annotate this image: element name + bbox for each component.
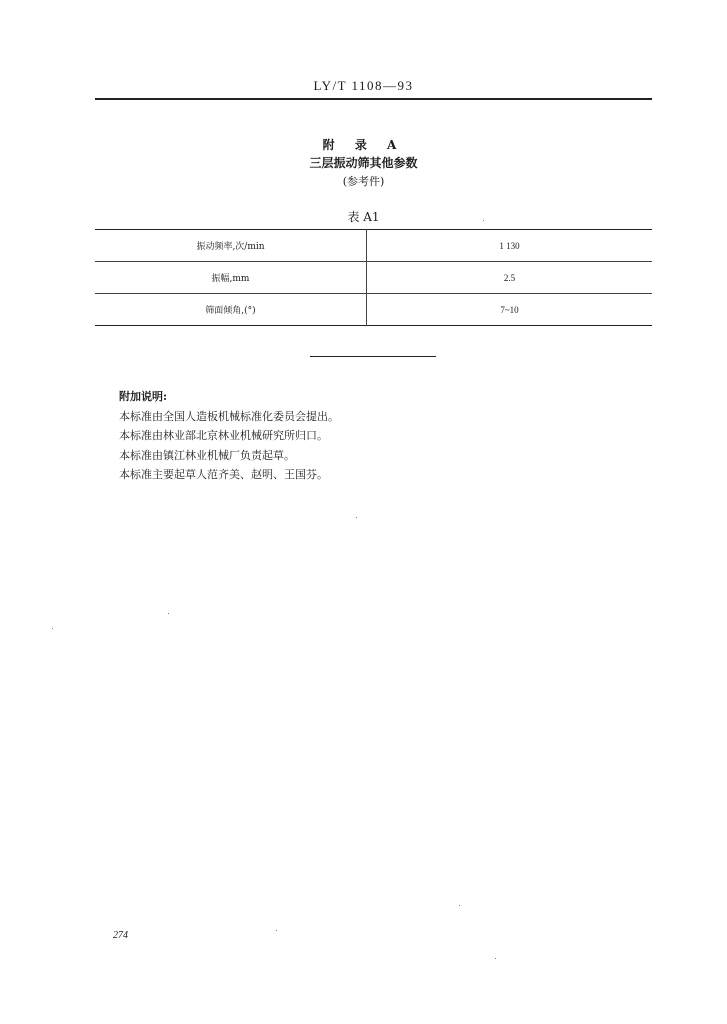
parameter-value-cell: 1 130 [367, 230, 653, 262]
notes-line: 本标准由林业部北京林业机械研究所归口。 [119, 429, 328, 442]
additional-notes [119, 387, 639, 485]
standard-code-header: LY/T 1108—93 [313, 78, 414, 93]
parameter-name-cell: 筛面倾角,(°) [95, 294, 367, 326]
scan-speck [459, 905, 460, 906]
parameter-table [95, 229, 652, 326]
scan-speck [495, 958, 496, 959]
parameter-value-cell: 2.5 [367, 262, 653, 294]
notes-heading: 附加说明: [119, 390, 168, 403]
parameter-value-cell: 7~10 [500, 304, 519, 315]
scan-speck [276, 930, 277, 931]
appendix-reference-note: (参考件) [342, 175, 385, 188]
scan-speck [168, 613, 169, 614]
scan-speck [483, 220, 484, 221]
parameter-name-cell: 振动频率,次/min [95, 230, 367, 262]
notes-line: 本标准由全国人造板机械标准化委员会提出。 [119, 409, 339, 423]
appendix-subtitle: 三层振动筛其他参数 [309, 156, 418, 170]
table-caption: 表 A1 [347, 210, 380, 224]
table-row [95, 294, 652, 326]
page-number: 274 [113, 930, 128, 941]
notes-line: 本标准由镇江林业机械厂负责起草。 [119, 448, 295, 462]
scan-speck [356, 517, 357, 518]
table-row [95, 262, 652, 294]
table-row [95, 230, 652, 262]
scan-speck [52, 628, 53, 629]
notes-line: 本标准主要起草人范齐美、赵明、王国芬。 [119, 468, 328, 481]
parameter-name-cell: 振幅,mm [95, 262, 367, 294]
appendix-title: 附 录 A [322, 138, 405, 152]
table-end-rule [310, 356, 436, 357]
header-rule [95, 98, 652, 100]
